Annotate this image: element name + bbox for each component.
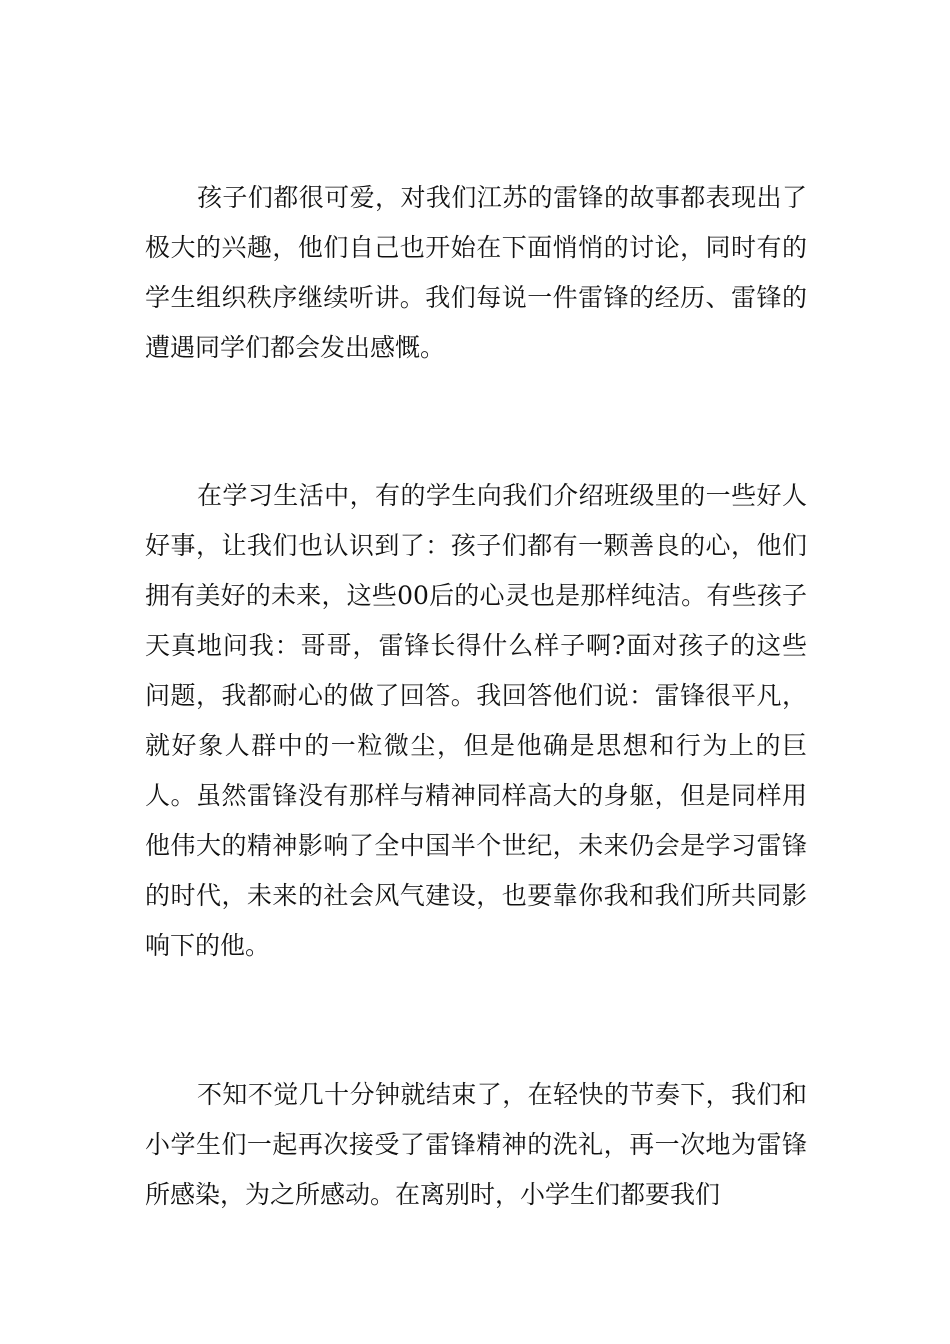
paragraph-3: 不知不觉几十分钟就结束了，在轻快的节奏下，我们和小学生们一起再次接受了雷锋精神的洗礼，再一次地为雷锋所感染，为之所感动。在离别时，小学生们都要我们 [145, 1080, 807, 1209]
paragraph-2: 在学习生活中，有的学生向我们介绍班级里的一些好人好事，让我们也认识到了：孩子们都有一颗善良的心，他们拥有美好的未来，这些00后的心灵也是那样纯洁。有些孩子天真地问我：哥哥，雷锋长得什么样子啊?面对孩子的这些问题，我都耐心的做了回答。我回答他们说：雷锋很平凡，就好象人群中的一粒微尘，但是他确是思想和行为上的巨人。虽然雷锋没有那样与精神同样高大的身躯，但是同样用他伟大的精神影响了全中国半个世纪，未来仍会是学习雷锋的时代，未来的社会风气建设，也要靠你我和我们所共同影响下的他。 [145, 481, 807, 960]
paragraph-1: 孩子们都很可爱，对我们江苏的雷锋的故事都表现出了极大的兴趣，他们自己也开始在下面悄悄的讨论，同时有的学生组织秩序继续听讲。我们每说一件雷锋的经历、雷锋的遭遇同学们都会发出感慨。 [145, 183, 807, 362]
